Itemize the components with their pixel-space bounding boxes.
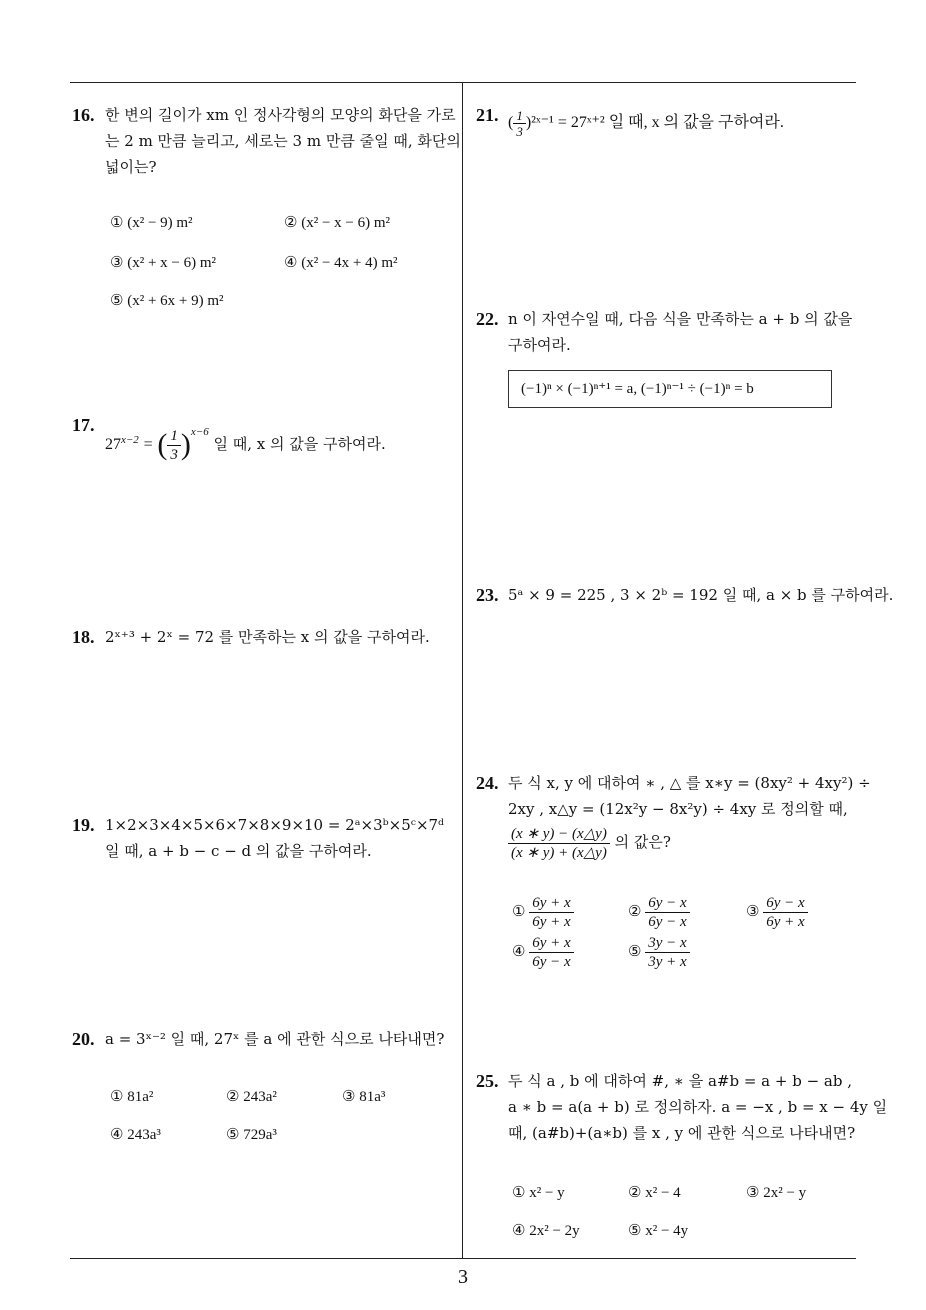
question-21	[476, 102, 856, 148]
bottom-rule	[70, 1258, 856, 1259]
answer-option-5[interactable]: ⑤ $\frac{3y - x}{3y + x}$	[628, 934, 690, 971]
question-number: 17.	[72, 415, 95, 435]
question-number: 20.	[72, 1029, 95, 1049]
question-number: 22.	[476, 309, 499, 329]
question-tail: )²ˣ⁻¹ = 27ˣ⁺² 일 때, x 의 값을 구하여라.	[525, 114, 784, 131]
question-text-line: a = 3ˣ⁻² 일 때, 27ˣ 를 a 에 관한 식으로 나타내면?	[105, 1030, 445, 1048]
question-text-line: 한 변의 길이가 xm 인 정사각형의 모양의 화단을 가로	[105, 106, 456, 124]
equation-base: 27	[105, 436, 121, 453]
question-number: 19.	[72, 815, 95, 835]
question-text-line: 구하여라.	[508, 336, 571, 354]
fraction-expression: $\frac{(x ∗ y) - (x\triangle y)}{(x ∗ y) + (x\triangle y)}$	[508, 825, 610, 862]
equals-sign: =	[143, 436, 153, 453]
option-fraction: $\frac{3y - x}{3y + x}$	[645, 934, 689, 971]
answer-option-3[interactable]: ③ 81a³	[342, 1089, 386, 1105]
answer-option-1[interactable]: ① (x² − 9) m²	[110, 215, 193, 231]
question-text-line: 5ᵃ × 9 = 225 , 3 × 2ᵇ = 192 일 때, a × b 를 구하여라.	[508, 586, 894, 604]
answer-option-5[interactable]: ⑤ (x² + 6x + 9) m²	[110, 293, 224, 309]
question-number: 16.	[72, 105, 95, 125]
question-text-line: 일 때, a + b − c − d 의 값을 구하여라.	[105, 842, 372, 860]
answer-option-4[interactable]: ④ $\frac{6y + x}{6y - x}$	[512, 934, 574, 971]
equation-exponent: x−6	[190, 426, 209, 438]
answer-option-4[interactable]: ④ (x² − 4x + 4) m²	[284, 255, 398, 271]
question-text-line: a ∗ b = a(a + b) 로 정의하자. a = −x , b = x − 4y 일	[508, 1098, 888, 1116]
option-fraction: $\frac{6y + x}{6y + x}$	[529, 894, 573, 931]
question-number: 21.	[476, 105, 499, 125]
question-text-line: 1×2×3×4×5×6×7×8×9×10 = 2ᵃ×3ᵇ×5ᶜ×7ᵈ	[105, 816, 445, 834]
answer-option-2[interactable]: ② $\frac{6y - x}{6y - x}$	[628, 894, 690, 931]
option-fraction: $\frac{6y - x}{6y - x}$	[645, 894, 689, 931]
answer-option-2[interactable]: ② (x² − x − 6) m²	[284, 215, 391, 231]
option-fraction: $\frac{6y - x}{6y + x}$	[763, 894, 807, 931]
question-equation	[508, 102, 784, 143]
answer-option-1[interactable]: ① 81a²	[110, 1089, 154, 1105]
answer-option-2[interactable]: ② x² − 4	[628, 1185, 681, 1201]
answer-option-5[interactable]: ⑤ x² − 4y	[628, 1223, 689, 1239]
question-number: 25.	[476, 1071, 499, 1091]
question-text-line: 두 식 a , b 에 대하여 #, ∗ 을 a#b = a + b − ab ,	[508, 1072, 853, 1090]
question-text-line: n 이 자연수일 때, 다음 식을 만족하는 a + b 의 값을	[508, 310, 853, 328]
question-number: 23.	[476, 585, 499, 605]
option-fraction: $\frac{6y + x}{6y - x}$	[529, 934, 573, 971]
question-17	[72, 412, 457, 472]
page-number: 3	[458, 1266, 468, 1288]
question-fraction-line	[508, 822, 671, 862]
question-tail: 의 값은?	[614, 833, 671, 851]
answer-option-4[interactable]: ④ 243a³	[110, 1127, 161, 1143]
answer-option-3[interactable]: ③ $\frac{6y - x}{6y + x}$	[746, 894, 808, 931]
question-23	[476, 582, 894, 612]
question-20	[72, 1026, 457, 1146]
answer-option-3[interactable]: ③ 2x² − y	[746, 1185, 807, 1201]
question-number: 18.	[72, 627, 95, 647]
question-text-line: 2xy , x△y = (12x²y − 8x²y) ÷ 4xy 로 정의할 때,	[508, 800, 848, 818]
question-16	[72, 102, 461, 322]
top-rule	[70, 82, 856, 83]
question-24	[476, 770, 871, 980]
question-18	[72, 624, 457, 654]
paren-close: )	[180, 428, 191, 461]
paren-open: (	[508, 114, 514, 131]
answer-option-3[interactable]: ③ (x² + x − 6) m²	[110, 255, 217, 271]
question-number: 24.	[476, 773, 499, 793]
paren-open: (	[157, 428, 168, 461]
fraction-one-third: $\frac{1}{3}$	[513, 108, 526, 139]
question-equation	[105, 418, 386, 467]
answer-option-4[interactable]: ④ 2x² − 2y	[512, 1223, 580, 1239]
condition-box: (−1)ⁿ × (−1)ⁿ⁺¹ = a, (−1)ⁿ⁻¹ ÷ (−1)ⁿ = b	[508, 370, 832, 408]
answer-option-1[interactable]: ① x² − y	[512, 1185, 565, 1201]
question-text-line: 는 2 m 만큼 늘리고, 세로는 3 m 만큼 줄일 때, 화단의	[105, 132, 461, 150]
equation-exponent: x−2	[121, 434, 139, 446]
question-tail: 일 때, x 의 값을 구하여라.	[213, 435, 386, 453]
fraction-one-third: $\frac{1}{3}$	[167, 427, 181, 464]
question-25	[476, 1068, 888, 1248]
question-19	[72, 812, 457, 868]
answer-option-5[interactable]: ⑤ 729a³	[226, 1127, 277, 1143]
column-divider	[462, 82, 463, 1258]
question-text-line: 2ˣ⁺³ + 2ˣ = 72 를 만족하는 x 의 값을 구하여라.	[105, 628, 430, 646]
answer-option-2[interactable]: ② 243a²	[226, 1089, 277, 1105]
answer-option-1[interactable]: ① $\frac{6y + x}{6y + x}$	[512, 894, 574, 931]
question-22	[476, 306, 856, 416]
question-text-line: 넓이는?	[105, 158, 157, 176]
question-text-line: 두 식 x, y 에 대하여 ∗ , △ 를 x∗y = (8xy² + 4xy²) ÷	[508, 774, 871, 792]
question-text-line: 때, (a#b)+(a∗b) 를 x , y 에 관한 식으로 나타내면?	[508, 1124, 856, 1142]
